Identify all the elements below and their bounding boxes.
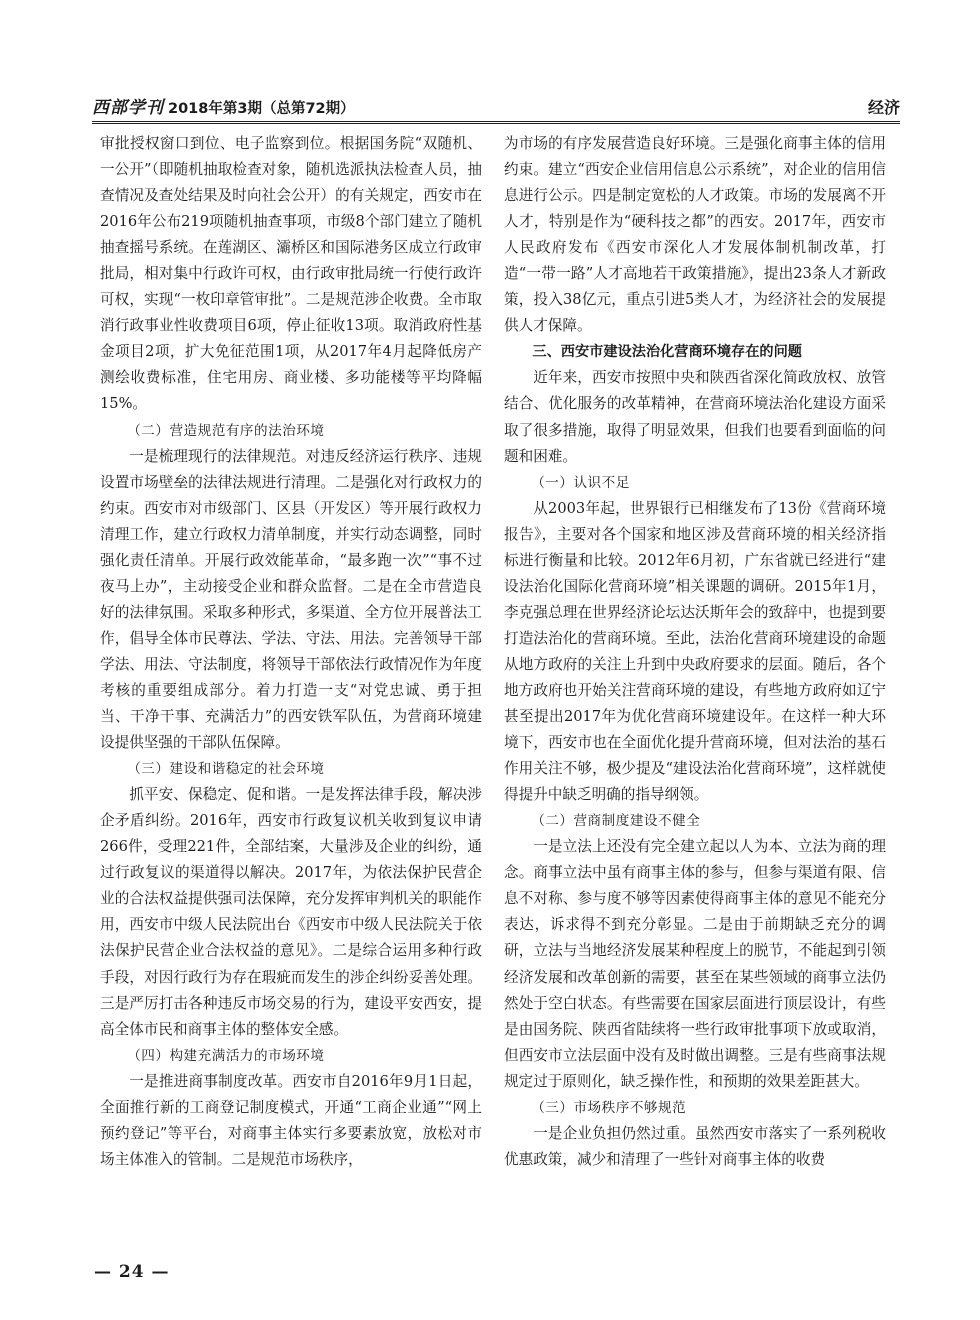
subsection-heading: （三）建设和谐稳定的社会环境 [127,761,325,778]
subsection-heading: （四）构建充满活力的市场环境 [127,1047,325,1064]
journal-logo: 西部学刊 [92,98,164,118]
subsection-heading: （二）营商制度建设不健全 [531,813,701,830]
body-paragraph: 近年来，西安市按照中央和陕西省深化简政放权、放管结合、优化服务的改革精神，在营商环境法治化建设方面采取了很多措施，取得了明显效果，但我们也要看到面临的问题和困难。 [504,369,886,465]
subsection-heading: （二）营造规范有序的法治环境 [127,422,325,439]
running-header [92,88,900,118]
body-paragraph: 一是梳理现行的法律规范。对违反经济运行秩序、违规设置市场壁垒的法律法规进行清理。二是强化对行政权力的约束。西安市对市级部门、区县（开发区）等开展行政权力清理工作，建立行政权力清单制度，并实行动态调整，同时强化责任清单。开展行政效能革命，“最多跑一次”“事不过夜马上办”，主动接受企业和群众监督。二是在全市营造良好的法律氛围。采取多种形式，多渠道、全方位开展普法工作，倡导全体市民尊法、学法、守法、用法。完善领导干部学法、用法、守法制度，将领导干部依法行政情况作为年度考核的重要组成部分。着力打造一支“对党忠诚、勇于担当、干净干事、充满活力”的西安铁军队伍，为营商环境建设提供坚强的干部队伍保障。 [100,447,482,752]
subsection-heading: （三）市场秩序不够规范 [531,1099,687,1116]
body-paragraph: 从2003年起，世界银行已相继发布了13份《营商环境报告》，主要对各个国家和地区涉及营商环境的相关经济指标进行衡量和比较。2012年6月初，广东省就已经进行“建设法治化国际化营商环境”相关课题的调研。2015年1月，李克强总理在世界经济论坛达沃斯年会的致辞中，也提到要打造法治化的营商环境。至此，法治化营商环境建设的命题从地方政府的关注上升到中央政府要求的层面。随后，各个地方政府也开始关注营商环境的建设，有些地方政府如辽宁甚至提出2017年为优化营商环境建设年。在这样一种大环境下，西安市也在全面优化提升营商环境，但对法治的基石作用关注不够，极少提及“建设法治化营商环境”，这样就使得提升中缺乏明确的指导纲领。 [504,499,886,804]
left-column [100,131,482,1173]
continued-paragraph: 为市场的有序发展营造良好环境。三是强化商事主体的信用约束。建立“西安企业信用信息公示系统”，对企业的信用信息进行公示。四是制定宽松的人才政策。市场的发展离不开人才，特别是作为“硬科技之都”的西安。2017年，西安市人民政府发布《西安市深化人才发展体制机制改革，打造“一带一路”人才高地若干政策措施》，提出23条人才新政策，投入38亿元，重点引进5类人才，为经济社会的发展提供人才保障。 [504,135,886,335]
header-left [92,93,355,118]
issue-info: 2018年第3期（总第72期） [168,101,355,117]
continued-paragraph: 审批授权窗口到位、电子监察到位。根据国务院“双随机、一公开”（即随机抽取检查对象，随机选派执法检查人员，抽查情况及查处结果及时向社会公开）的有关规定，西安市在2016年公布219项随机抽查事项，市级8个部门建立了随机抽查摇号系统。在莲湖区、灞桥区和国际港务区成立行政审批局，相对集中行政许可权，由行政审批局统一行使行政许可权，实现“一枚印章管审批”。二是规范涉企收费。全市取消行政事业性收费项目6项，停止征收13项。取消政府性基金项目2项，扩大免征范围1项，从2017年4月起降低房产测绘收费标准，住宅用房、商业楼、多功能楼等平均降幅15%。 [100,135,482,413]
body-paragraph: 一是企业负担仍然过重。虽然西安市落实了一系列税收优惠政策，减少和清理了一些针对商事主体的收费 [504,1124,886,1168]
body-paragraph: 一是推进商事制度改革。西安市自2016年9月1日起，全面推行新的工商登记制度模式，开通“工商企业通”“网上预约登记”等平台，对商事主体实行多要素放宽，放松对市场主体准入的管制。二是规范市场秩序， [100,1072,482,1168]
header-rule [92,121,900,124]
section-heading: 三、西安市建设法治化营商环境存在的问题 [532,344,802,361]
right-column [504,131,886,1173]
body-paragraph: 一是立法上还没有完全建立起以人为本、立法为商的理念。商事立法中虽有商事主体的参与，但参与渠道有限、信息不对称、参与度不够等因素使得商事主体的意见不能充分表达，诉求得不到充分彰显。二是由于前期缺乏充分的调研，立法与当地经济发展某种程度上的脱节，不能起到引领经济发展和改革创新的需要，甚至在某些领域的商事立法仍然处于空白状态。有些需要在国家层面进行顶层设计，有些是由国务院、陕西省陆续将一些行政审批事项下放或取消，但西安市立法层面中没有及时做出调整。三是有些商事法规规定过于原则化，缺乏操作性，和预期的效果差距甚大。 [504,838,886,1090]
section-name: 经济 [867,98,900,117]
page-number: — 24 — [94,1262,170,1282]
subsection-heading: （一）认识不足 [531,474,630,491]
body-paragraph: 抓平安、保稳定、促和谐。一是发挥法律手段，解决涉企矛盾纠纷。2016年，西安市行政复议机关收到复议申请266件，受理221件，全部结案，大量涉及企业的纠纷，通过行政复议的渠道得以解决。2017年，为依法保护民营企业的合法权益提供强司法保障，充分发挥审判机关的职能作用，西安市中级人民法院出台《西安市中级人民法院关于依法保护民营企业合法权益的意见》。二是综合运用多种行政手段，对因行政行为存在瑕疵而发生的涉企纠纷妥善处理。三是严厉打击各种违反市场交易的行为，建设平安西安，提高全体市民和商事主体的整体安全感。 [100,786,482,1038]
